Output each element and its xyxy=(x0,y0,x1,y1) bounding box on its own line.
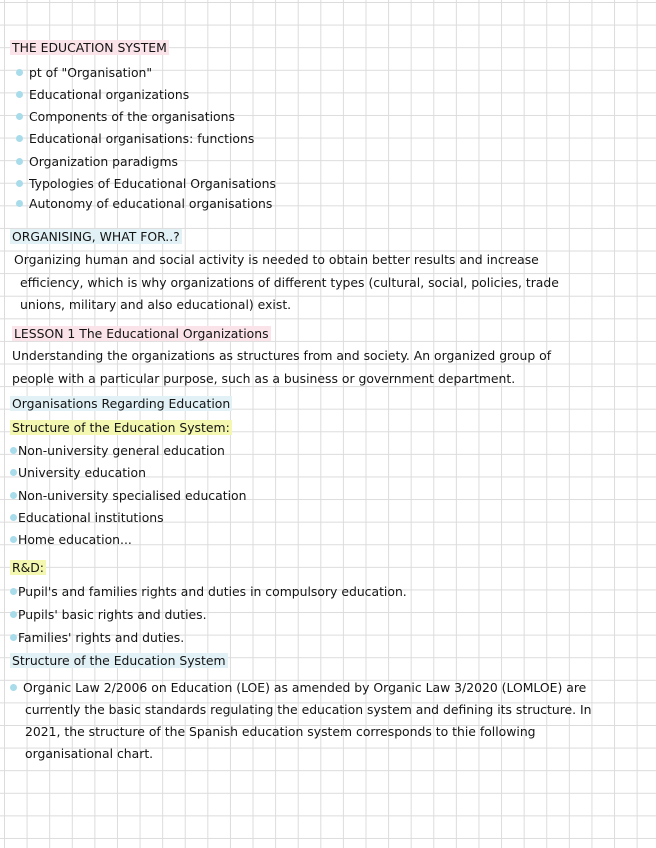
list-item: Typologies of Educational Organisations xyxy=(16,176,276,192)
bullet-dot-icon xyxy=(16,158,23,165)
bullet-dot-icon xyxy=(16,113,23,120)
paragraph-line: people with a particular purpose, such as a business or government department. xyxy=(12,371,516,386)
list-item: Educational institutions xyxy=(10,510,164,526)
bullet-dot-icon xyxy=(10,611,17,618)
bullet-dot-icon xyxy=(16,91,23,98)
list-item: Home education... xyxy=(10,532,132,548)
section-heading-structure: Structure of the Education System xyxy=(12,653,226,668)
lesson-heading: LESSON 1 The Educational Organizations xyxy=(14,326,269,341)
list-item: Autonomy of educational organisations xyxy=(16,196,272,212)
bullet-dot-icon xyxy=(10,634,17,641)
paragraph-line: currently the basic standards regulating the education system and defining its structure. In xyxy=(25,702,592,717)
bullet-dot-icon xyxy=(10,514,17,521)
paragraph-line: efficiency, which is why organizations of different types (cultural, social, policies, trade xyxy=(20,275,559,290)
paragraph-line: organisational chart. xyxy=(25,746,154,761)
list-item: Non-university specialised education xyxy=(10,488,246,504)
section-heading-rd: R&D: xyxy=(12,560,44,575)
list-item: Organization paradigms xyxy=(16,154,178,170)
paragraph-line: 2021, the structure of the Spanish education system corresponds to thie following xyxy=(25,724,536,739)
list-item: Non-university general education xyxy=(10,443,225,459)
paragraph-line: unions, military and also educational) exist. xyxy=(20,297,292,312)
bullet-dot-icon xyxy=(16,135,23,142)
bullet-dot-icon xyxy=(10,447,17,454)
paragraph-line: Organic Law 2/2006 on Education (LOE) as amended by Organic Law 3/2020 (LOMLOE) are xyxy=(10,680,586,696)
list-item: Components of the organisations xyxy=(16,109,235,125)
bullet-dot-icon xyxy=(16,180,23,187)
bullet-dot-icon xyxy=(16,200,23,207)
bullet-dot-icon xyxy=(10,684,17,691)
list-item: Pupil's and families rights and duties in compulsory education. xyxy=(10,584,407,600)
paragraph-line: Organizing human and social activity is needed to obtain better results and increase xyxy=(14,252,539,267)
bullet-dot-icon xyxy=(10,588,17,595)
section-heading-education-system: THE EDUCATION SYSTEM xyxy=(12,40,167,55)
list-item: Families' rights and duties. xyxy=(10,630,184,646)
subheading-organisations-regarding-education: Organisations Regarding Education xyxy=(12,396,231,411)
bullet-dot-icon xyxy=(10,492,17,499)
list-item: University education xyxy=(10,465,146,481)
paragraph-line: Understanding the organizations as structures from and society. An organized group of xyxy=(12,348,552,363)
bullet-dot-icon xyxy=(10,469,17,476)
list-item: Educational organisations: functions xyxy=(16,131,254,147)
section-heading-organising: ORGANISING, WHAT FOR..? xyxy=(12,229,180,244)
bullet-dot-icon xyxy=(10,536,17,543)
subheading-structure-education-system: Structure of the Education System: xyxy=(12,420,230,435)
list-item: Pupils' basic rights and duties. xyxy=(10,607,207,623)
list-item: pt of "Organisation" xyxy=(16,65,152,81)
list-item: Educational organizations xyxy=(16,87,189,103)
bullet-dot-icon xyxy=(16,69,23,76)
